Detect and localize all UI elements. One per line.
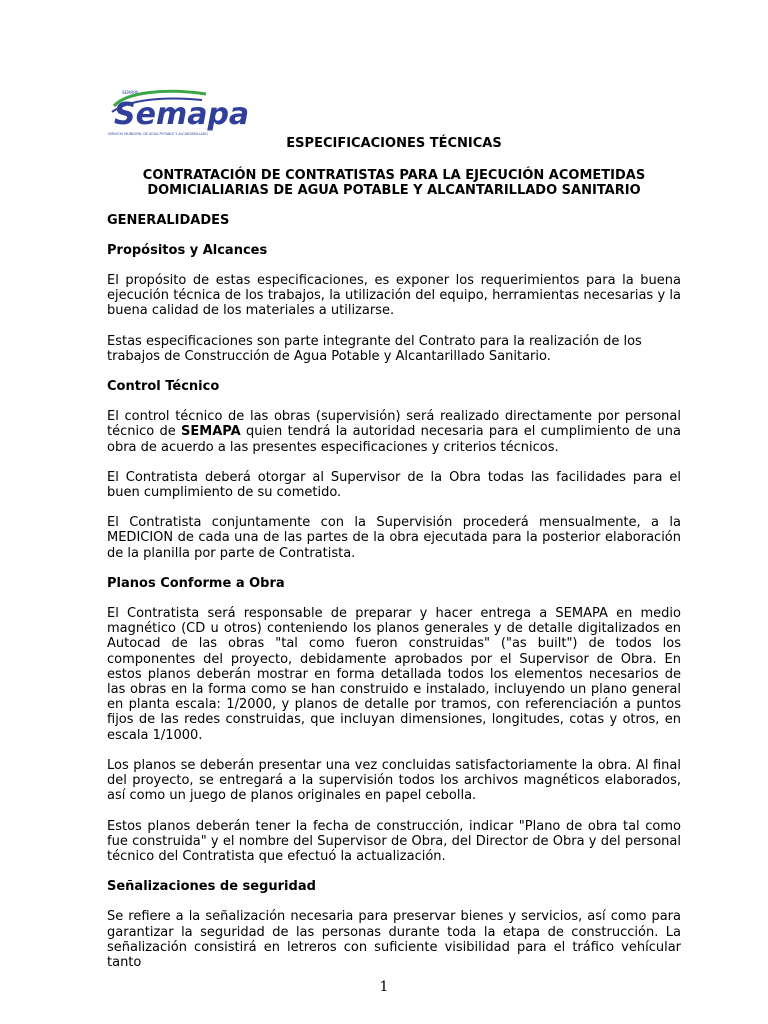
document-title: ESPECIFICACIONES TÉCNICAS xyxy=(286,136,502,151)
heading-control-tecnico: Control Técnico xyxy=(107,379,220,395)
heading-propositos: Propósitos y Alcances xyxy=(107,242,268,258)
paragraph-control-2: El Contratista deberá otorgar al Supervisor de la Obra todas las facilidades para el buen cumplimiento de su cometido. xyxy=(107,469,681,501)
semapa-logo-graphic xyxy=(106,84,254,138)
paragraph-control-1-part-a: El control técnico de las obras (supervisión) será realizado directamente por personal técnico de xyxy=(107,409,681,440)
paragraph-control-3: El Contratista conjuntamente con la Supervisión procederá mensualmente, a la MEDICION de cada una de las partes de la obra ejecutada para la posterior elaboración de la planilla por parte de Contratista. xyxy=(107,515,681,561)
document-subtitle xyxy=(107,168,681,198)
paragraph-propositos-1: El propósito de estas especificaciones, es exponer los requerimientos para la buena ejecución técnica de los trabajos, la utilización del equipo, herramientas necesarias y la buena calidad de los materiales a utilizarse. xyxy=(107,273,681,319)
paragraph-planos-3: Estos planos deberán tener la fecha de construcción, indicar "Plano de obra tal como fue construida" y el nombre del Supervisor de Obra, del Director de Obra y del personal técnico del Contratista que efectuó la actualización. xyxy=(107,818,681,864)
paragraph-control-1 xyxy=(107,409,681,455)
paragraph-senalizaciones-1: Se refiere a la señalización necesaria para preservar bienes y servicios, así como para garantizar la seguridad de las personas durante toda la etapa de construcción. La señalización consistirá en letreros con suficiente visibilidad para el tráfico vehícular tanto xyxy=(107,909,681,970)
heading-planos-conforme: Planos Conforme a Obra xyxy=(107,575,285,591)
semapa-emphasis: SEMAPA xyxy=(181,424,241,440)
paragraph-planos-2: Los planos se deberán presentar una vez concluidas satisfactoriamente la obra. Al final del proyecto, se entregará a la supervisión todos los archivos magnéticos elaborados, así como un juego de planos originales en papel cebolla. xyxy=(107,757,681,804)
semapa-logo xyxy=(106,84,254,138)
logo-tagline: SERVICIO MUNICIPAL DE AGUA POTABLE Y ALCANTARILLADO xyxy=(108,132,208,136)
heading-senalizaciones: Señalizaciones de seguridad xyxy=(107,879,316,895)
document-subtitle-line-2: DOMICIALIARIAS DE AGUA POTABLE Y ALCANTARILLADO SANITARIO xyxy=(147,183,641,199)
document-body xyxy=(107,136,681,985)
logo-wordmark: Semapa xyxy=(114,97,250,132)
logo-small-label: SEMAPA xyxy=(122,90,139,95)
heading-generalidades: GENERALIDADES xyxy=(107,212,230,228)
paragraph-planos-1: El Contratista será responsable de preparar y hacer entrega a SEMAPA en medio magnético (CD u otros) conteniendo los planos generales y de detalle digitalizados en Autocad de las obras "tal como fueron construidas" ("as built") de todos los componentes del proyecto, debidamente aprobados por el Supervisor de Obra. En estos planos deberán mostrar en forma detallada todos los elementos necesarios de las obras en la forma como se han construido e instalado, incluyendo un plano general en planta escala: 1/2000, y planos de detalle por tramos, con referenciación a puntos fijos de las redes construidas, que incluyan dimensiones, longitudes, cotas y otros, en escala 1/1000. xyxy=(107,606,681,743)
document-subtitle-line-1: CONTRATACIÓN DE CONTRATISTAS PARA LA EJECUCIÓN ACOMETIDAS xyxy=(142,168,646,184)
page-number: 1 xyxy=(379,979,389,995)
paragraph-propositos-2: Estas especificaciones son parte integrante del Contrato para la realización de los trabajos de Construcción de Agua Potable y Alcantarillado Sanitario. xyxy=(107,333,642,364)
paragraph-control-1-part-c: quien tendrá la autoridad necesaria para el cumplimiento de una obra de acuerdo a las presentes especificaciones y criterios técnicos. xyxy=(107,424,681,455)
